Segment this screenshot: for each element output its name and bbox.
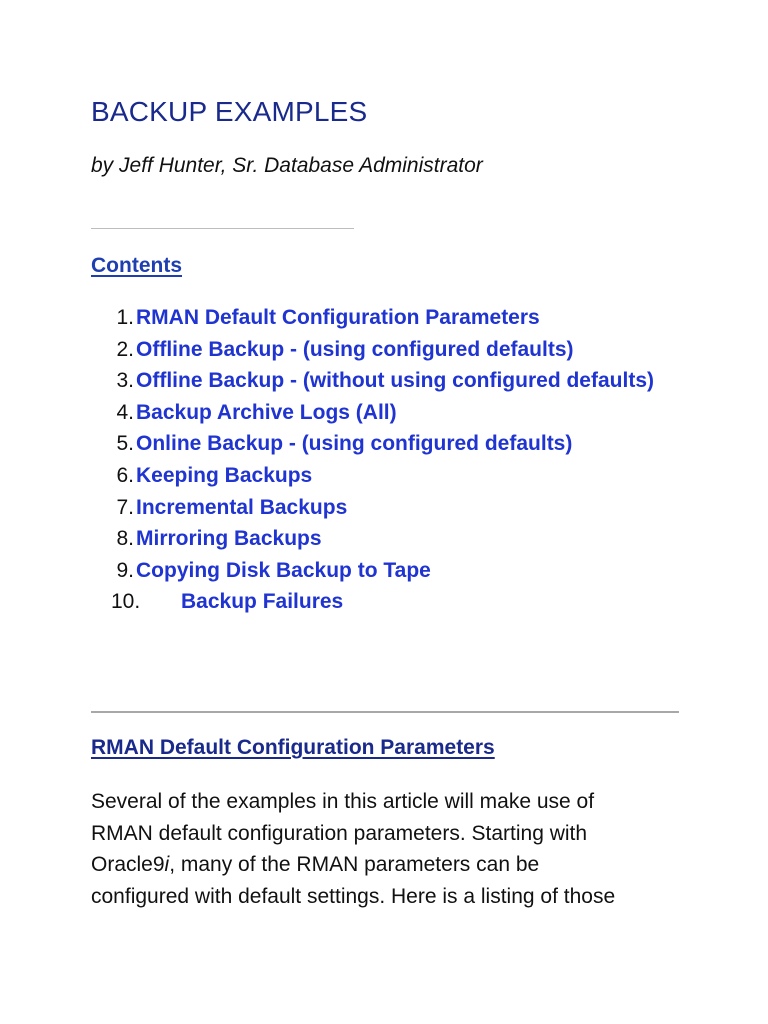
- intro-paragraph: [91, 786, 691, 912]
- toc-item-number: 8.: [116, 527, 134, 551]
- contents-heading-link[interactable]: Contents: [91, 254, 182, 277]
- paragraph-line: [91, 849, 691, 881]
- paragraph-line: configured with default settings. Here is a listing of those: [91, 884, 616, 908]
- section-heading-rman-default-configuration[interactable]: RMAN Default Configuration Parameters: [91, 736, 495, 759]
- toc-item-number: 6.: [116, 463, 134, 487]
- toc-link-online-backup-defaults[interactable]: Online Backup - (using configured defaults): [136, 432, 573, 456]
- toc-link-offline-backup-defaults[interactable]: Offline Backup - (using configured defaults): [136, 337, 574, 361]
- toc-item-number: 5.: [116, 432, 134, 456]
- paragraph-text: Oracle9: [91, 853, 165, 876]
- toc-link-copying-disk-backup-to-tape[interactable]: Copying Disk Backup to Tape: [136, 558, 431, 582]
- toc-link-backup-failures[interactable]: Backup Failures: [181, 590, 344, 614]
- toc-item-number: 3.: [116, 369, 134, 393]
- toc-link-rman-default-configuration[interactable]: RMAN Default Configuration Parameters: [136, 306, 540, 329]
- document-title: BACKUP EXAMPLES: [91, 96, 368, 127]
- toc-link-mirroring-backups[interactable]: Mirroring Backups: [136, 527, 322, 551]
- short-divider: [91, 228, 354, 229]
- toc-item-number: 10.: [111, 590, 141, 614]
- toc-item-number: 1.: [116, 306, 134, 329]
- author-byline: by Jeff Hunter, Sr. Database Administrator: [91, 154, 483, 177]
- toc-item-number: 2.: [116, 337, 134, 361]
- toc-item-number: 7.: [116, 495, 134, 519]
- paragraph-line: RMAN default configuration parameters. Starting with: [91, 821, 588, 845]
- toc-item-number: 9.: [116, 558, 134, 582]
- toc-link-keeping-backups[interactable]: Keeping Backups: [136, 463, 313, 487]
- section-divider: [91, 711, 679, 713]
- paragraph-line: Several of the examples in this article will make use of: [91, 790, 595, 813]
- paragraph-text: , many of the RMAN parameters can be: [169, 853, 540, 876]
- toc-link-incremental-backups[interactable]: Incremental Backups: [136, 495, 348, 519]
- paragraph-italic-text: i: [164, 853, 170, 876]
- toc-link-backup-archive-logs[interactable]: Backup Archive Logs (All): [136, 400, 397, 424]
- toc-item-number: 4.: [116, 400, 134, 424]
- toc-link-offline-backup-no-defaults[interactable]: Offline Backup - (without using configured defaults): [136, 369, 654, 393]
